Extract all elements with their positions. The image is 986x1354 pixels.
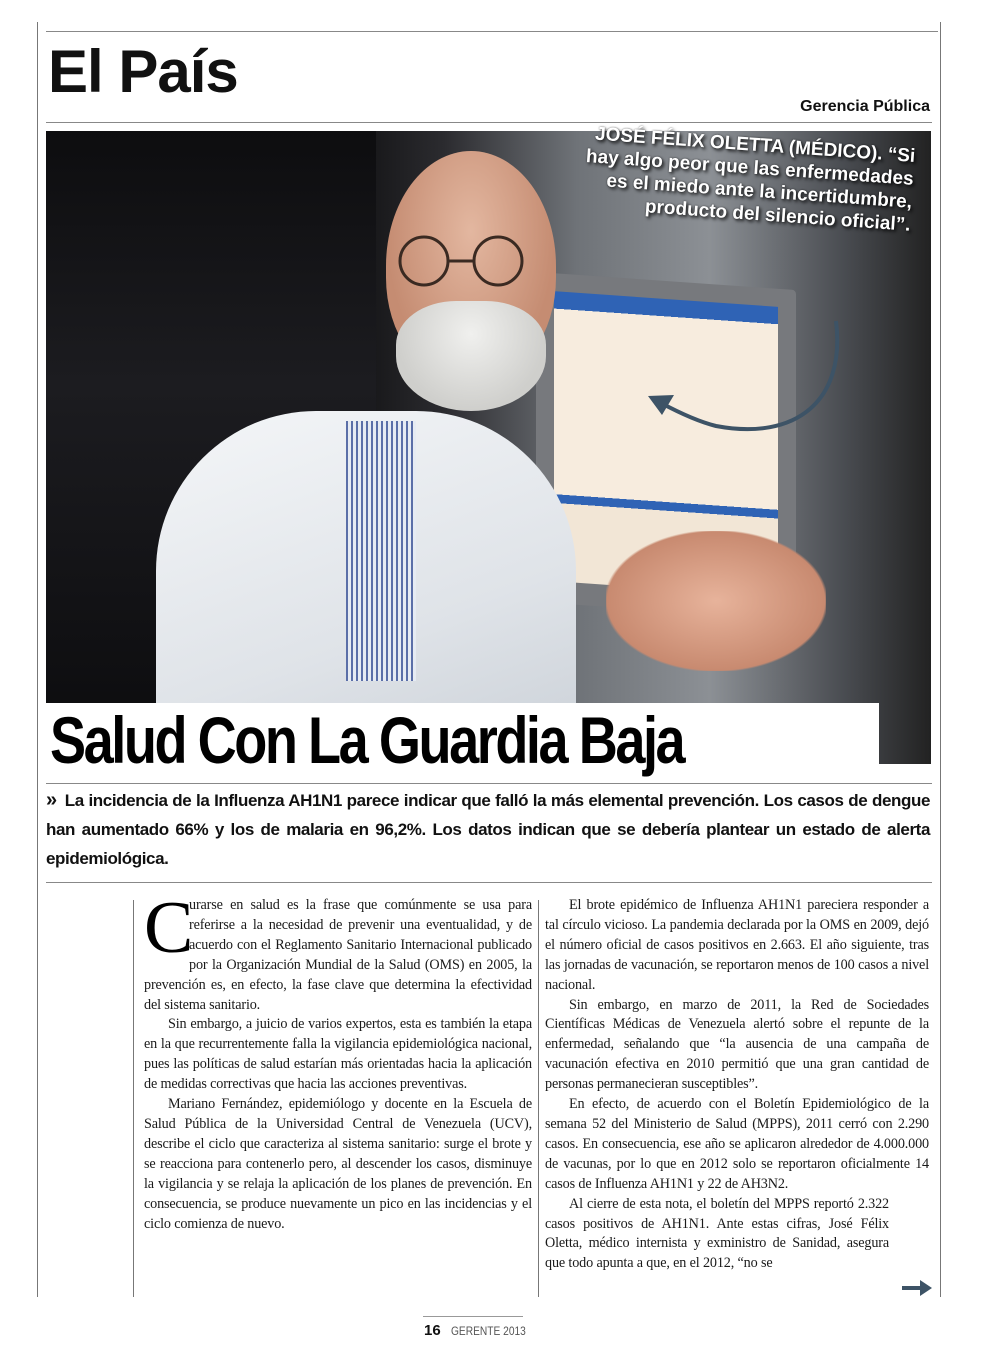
body-paragraph: Al cierre de esta nota, el boletín del MPPS reportó 2.322 casos positivos de AH1N1. Ante estas cifras, José Félix Oletta, médico internista y exministro de Sanidad, asegura que todo apunta a que, en el 2012, “no se: [545, 1195, 889, 1272]
deck-text: La incidencia de la Influenza AH1N1 parece indicar que falló la más elemental prevención. Los casos de dengue han aumentado 66% y los de malaria en 96,2%. Los datos indican que se debería plantear un estado de alerta epidemiológica.: [46, 791, 930, 868]
article-column-2: [545, 896, 929, 1300]
body-paragraph: urarse en salud es la frase que comúnmente se usa para referirse a la necesidad de prevenir una eventualidad, y de acuerdo con el Reglamento Sanitario Internacional publicado por la Organización Mundial de la Salud (OMS) en 2005, la prevención es, en efecto, la fase clave que determina la efectividad del sistema sanitario.: [144, 897, 532, 1013]
article-headline: Salud Con La Guardia Baja: [50, 703, 684, 777]
arrow-right-icon: [902, 1280, 932, 1296]
page-frame-right-rule: [940, 22, 941, 1297]
section-title: El País: [48, 38, 238, 105]
body-paragraph: El brote epidémico de Influenza AH1N1 pareciera responder a tal círculo vicioso. La pandemia declarada por la OMS en 2009, dejó el número oficial de casos positivos en 2.663. El año siguiente, tras las jornadas de vacunación, se reportaron menos de 100 casos a nivel nacional.: [545, 897, 929, 993]
top-rule: [46, 31, 938, 32]
photo-hands: [606, 531, 826, 671]
curved-arrow-icon: [626, 311, 876, 471]
body-paragraph: Sin embargo, en marzo de 2011, la Red de Sociedades Científicas Médicas de Venezuela alertó sobre el repunte de la enfermedad, señalando que “la ausencia de una campaña de vacunación efectiva en 2010 permitió que una gran cantidad de personas permanecieran susceptibles”.: [545, 996, 929, 1093]
footer-rule: [423, 1316, 523, 1317]
photo-caption-quote: JOSÉ FÉLIX OLETTA (MÉDICO). “Si hay algo peor que las enfermedades es el miedo ante la incertidumbre, producto del silencio oficial”.: [585, 123, 916, 236]
column-rule-middle: [538, 900, 539, 1297]
deck-rule-top: [46, 783, 932, 784]
body-paragraph: En efecto, de acuerdo con el Boletín Epidemiológico de la semana 52 del Ministerio de Salud (MPPS), 2011 cerró con 2.290 casos. En consecuencia, ese año se aplicaron alrededor de 4.000.000 de vacunas, por lo que en 2012 solo se reportaron oficialmente 14 casos de Influenza AH1N1 y 22 de AH3N2.: [545, 1096, 929, 1192]
page-frame-left-rule: [37, 22, 38, 1297]
article-photo: [46, 123, 931, 764]
body-paragraph: Mariano Fernández, epidemiólogo y docente en la Escuela de Salud Pública de la Universidad Central de Venezuela (UCV), describe el ciclo que caracteriza al sistema sanitario: surge el brote y se reacciona para contenerlo pero, al descender los casos, disminuye la vigilancia y se relaja la aplicación de los planes de prevención. En consecuencia, se produce nuevamente un pico en las incidencias y el ciclo comienza de nuevo.: [144, 1096, 532, 1232]
photo-glasses: [386, 231, 536, 291]
photo-shirt: [346, 421, 416, 681]
body-paragraph: Sin embargo, a juicio de varios expertos, esta es también la etapa en la que recurrentemente falla la vigilancia epidemiológica nacional, pues las políticas de salud estarían más orientadas hacia la aplicación de medidas correctivas que hacia las acciones preventivas.: [144, 1016, 532, 1093]
chevron-double-right-icon: »: [46, 789, 57, 811]
page-number: 16: [424, 1322, 441, 1339]
photo-beard: [396, 301, 546, 411]
deck-rule-bottom: [46, 882, 932, 883]
column-rule-left: [133, 900, 134, 1297]
drop-cap: C: [144, 887, 194, 969]
article-deck: [46, 786, 930, 876]
section-subtitle: Gerencia Pública: [800, 98, 930, 115]
article-column-1: [144, 887, 532, 1300]
header-rule: [46, 122, 932, 123]
publication-name: GERENTE 2013: [451, 1324, 526, 1338]
